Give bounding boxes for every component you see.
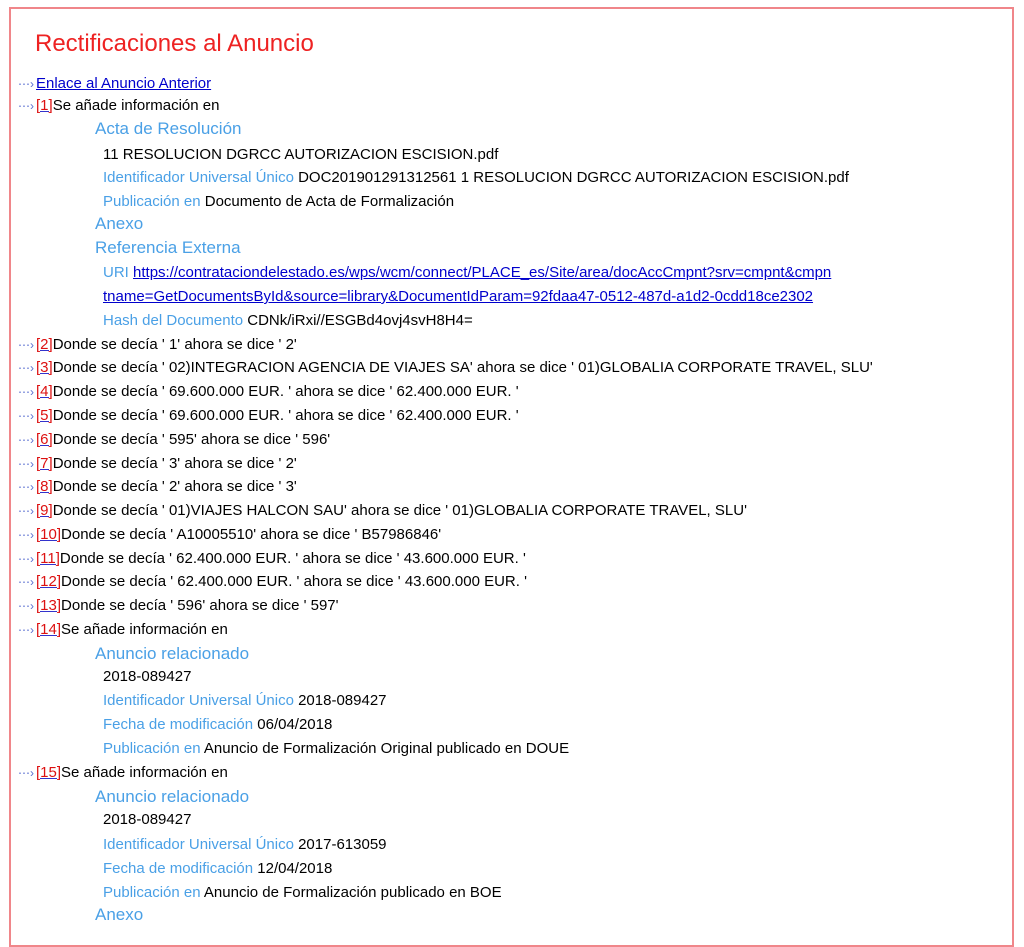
rectification-text: Donde se decía ' 62.400.000 EUR. ' ahora se dice ' 43.600.000 EUR. ' bbox=[61, 573, 527, 590]
rectification-row bbox=[18, 549, 526, 569]
rectification-ref-link[interactable]: [14] bbox=[36, 621, 62, 638]
arrow-icon: ⋯› bbox=[18, 552, 34, 566]
rectification-ref-link[interactable]: [15] bbox=[36, 764, 62, 781]
rectification-row bbox=[18, 763, 228, 783]
uid-row bbox=[103, 168, 849, 188]
rectification-ref-link[interactable]: [5] bbox=[36, 407, 53, 424]
publication-label: Publicación en bbox=[103, 740, 201, 757]
rectification-row bbox=[18, 382, 519, 402]
rectification-row bbox=[18, 620, 228, 640]
rectification-text: Donde se decía ' 596' ahora se dice ' 597' bbox=[61, 597, 339, 614]
publication-row bbox=[103, 739, 569, 759]
rectification-text: Donde se decía ' 69.600.000 EUR. ' ahora se dice ' 62.400.000 EUR. ' bbox=[52, 407, 519, 424]
rectification-row bbox=[18, 596, 339, 616]
rectification-ref-link[interactable]: [9] bbox=[36, 502, 53, 519]
rectification-row bbox=[18, 525, 441, 545]
previous-announcement-link[interactable]: Enlace al Anuncio Anterior bbox=[36, 75, 212, 92]
rectification-text: Se añade información en bbox=[61, 621, 228, 638]
modification-date-value: 06/04/2018 bbox=[257, 716, 333, 733]
uid-label: Identificador Universal Único bbox=[103, 692, 294, 709]
rectification-text: Se añade información en bbox=[61, 764, 228, 781]
arrow-icon: ⋯› bbox=[18, 385, 34, 399]
rectification-row bbox=[18, 454, 297, 474]
uri-link-continued[interactable]: tname=GetDocumentsById&source=library&DocumentIdParam=92fdaa47-0512-487d-a1d2-0cdd18ce2302 bbox=[103, 288, 814, 305]
modification-date-value: 12/04/2018 bbox=[257, 860, 333, 877]
rectification-text: Donde se decía ' 3' ahora se dice ' 2' bbox=[52, 455, 297, 472]
rectification-row bbox=[18, 406, 519, 426]
rectification-ref-link[interactable]: [7] bbox=[36, 455, 53, 472]
related-announcement-heading: Anuncio relacionado bbox=[95, 644, 250, 663]
arrow-icon: ⋯› bbox=[18, 528, 34, 542]
arrow-icon: ⋯› bbox=[18, 409, 34, 423]
uid-value: 2018-089427 bbox=[298, 692, 387, 709]
rectification-ref-link[interactable]: [6] bbox=[36, 431, 53, 448]
rectification-ref-link[interactable]: [4] bbox=[36, 383, 53, 400]
rectification-text: Donde se decía ' 01)VIAJES HALCON SAU' ahora se dice ' 01)GLOBALIA CORPORATE TRAVEL, SLU' bbox=[52, 502, 747, 519]
related-announcement-number: 2018-089427 bbox=[103, 811, 192, 828]
publication-label: Publicación en bbox=[103, 884, 201, 901]
rectification-ref-link[interactable]: [2] bbox=[36, 336, 53, 353]
acta-file-name: 11 RESOLUCION DGRCC AUTORIZACION ESCISION.pdf bbox=[103, 146, 499, 163]
rectification-text: Donde se decía ' A10005510' ahora se dice ' B57986846' bbox=[61, 526, 442, 543]
rectification-text: Donde se decía ' 1' ahora se dice ' 2' bbox=[52, 336, 297, 353]
arrow-icon: ⋯› bbox=[18, 338, 34, 352]
arrow-icon: ⋯› bbox=[18, 99, 34, 113]
anexo-heading: Anexo bbox=[95, 905, 144, 924]
uri-link[interactable]: https://contrataciondelestado.es/wps/wcm/connect/PLACE_es/Site/area/docAccCmpnt?srv=cmpnt&cmpn bbox=[133, 264, 832, 281]
arrow-icon: ⋯› bbox=[18, 575, 34, 589]
uri-row-continued bbox=[103, 287, 813, 307]
uri-label: URI bbox=[103, 264, 129, 281]
uri-row bbox=[103, 263, 831, 283]
modification-date-row bbox=[103, 859, 332, 879]
uid-value: DOC201901291312561 1 RESOLUCION DGRCC AUTORIZACION ESCISION.pdf bbox=[298, 169, 849, 186]
rectification-row bbox=[18, 358, 873, 378]
rectification-row bbox=[18, 477, 297, 497]
arrow-icon: ⋯› bbox=[18, 504, 34, 518]
hash-row bbox=[103, 311, 473, 331]
rectification-ref-link[interactable]: [1] bbox=[36, 97, 53, 114]
rectification-row bbox=[18, 335, 297, 355]
rectification-text: Donde se decía ' 02)INTEGRACION AGENCIA DE VIAJES SA' ahora se dice ' 01)GLOBALIA CORPORATE TRAVEL, SLU' bbox=[52, 359, 873, 376]
arrow-icon: ⋯› bbox=[18, 623, 34, 637]
rectification-text: Se añade información en bbox=[52, 97, 220, 114]
rectification-ref-link[interactable]: [13] bbox=[36, 597, 62, 614]
publication-value: Anuncio de Formalización publicado en BOE bbox=[203, 884, 502, 901]
uid-value: 2017-613059 bbox=[298, 836, 387, 853]
uid-label: Identificador Universal Único bbox=[103, 169, 294, 186]
publication-value: Documento de Acta de Formalización bbox=[204, 193, 455, 210]
uid-row bbox=[103, 835, 387, 855]
arrow-icon: ⋯› bbox=[18, 361, 34, 375]
arrow-icon: ⋯› bbox=[18, 480, 34, 494]
rectification-ref-link[interactable]: [10] bbox=[36, 526, 62, 543]
rectification-text: Donde se decía ' 595' ahora se dice ' 596' bbox=[52, 431, 331, 448]
arrow-icon: ⋯› bbox=[18, 77, 34, 91]
modification-date-label: Fecha de modificación bbox=[103, 716, 254, 733]
rectification-row bbox=[18, 96, 219, 116]
rectification-text: Donde se decía ' 2' ahora se dice ' 3' bbox=[52, 478, 297, 495]
rectification-row bbox=[18, 501, 747, 521]
rectification-text: Donde se decía ' 62.400.000 EUR. ' ahora se dice ' 43.600.000 EUR. ' bbox=[59, 550, 526, 567]
related-announcement-heading: Anuncio relacionado bbox=[95, 787, 250, 806]
rectification-ref-link[interactable]: [8] bbox=[36, 478, 53, 495]
acta-heading: Acta de Resolución bbox=[95, 119, 242, 138]
previous-announcement-row bbox=[18, 74, 211, 94]
rectification-ref-link[interactable]: [11] bbox=[36, 550, 60, 567]
page-title: Rectificaciones al Anuncio bbox=[35, 30, 314, 57]
external-reference-heading: Referencia Externa bbox=[95, 238, 241, 257]
publication-value: Anuncio de Formalización Original publicado en DOUE bbox=[203, 740, 570, 757]
arrow-icon: ⋯› bbox=[18, 457, 34, 471]
rectification-text: Donde se decía ' 69.600.000 EUR. ' ahora se dice ' 62.400.000 EUR. ' bbox=[52, 383, 519, 400]
anexo-heading: Anexo bbox=[95, 214, 144, 233]
modification-date-row bbox=[103, 715, 332, 735]
hash-label: Hash del Documento bbox=[103, 312, 244, 329]
uid-label: Identificador Universal Único bbox=[103, 836, 294, 853]
arrow-icon: ⋯› bbox=[18, 433, 34, 447]
arrow-icon: ⋯› bbox=[18, 599, 34, 613]
rectification-ref-link[interactable]: [12] bbox=[36, 573, 62, 590]
rectification-row bbox=[18, 430, 330, 450]
arrow-icon: ⋯› bbox=[18, 766, 34, 780]
related-announcement-number: 2018-089427 bbox=[103, 668, 192, 685]
modification-date-label: Fecha de modificación bbox=[103, 860, 254, 877]
rectification-ref-link[interactable]: [3] bbox=[36, 359, 53, 376]
rectification-row bbox=[18, 572, 527, 592]
uid-row bbox=[103, 691, 387, 711]
publication-row bbox=[103, 883, 502, 903]
publication-row bbox=[103, 192, 454, 212]
publication-label: Publicación en bbox=[103, 193, 201, 210]
hash-value: CDNk/iRxi//ESGBd4ovj4svH8H4= bbox=[247, 312, 473, 329]
